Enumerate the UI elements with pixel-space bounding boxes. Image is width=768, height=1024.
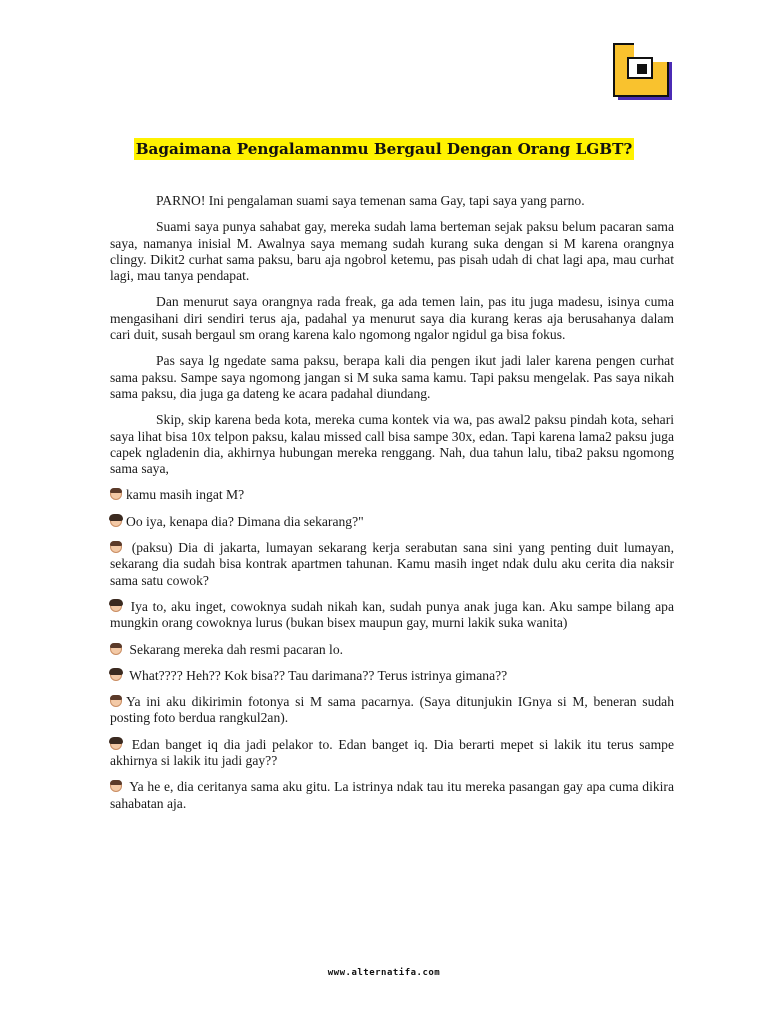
woman-face-icon — [110, 515, 122, 527]
dialogue-text: Sekarang mereka dah resmi pacaran lo. — [126, 641, 344, 657]
dialogue-line — [110, 642, 674, 658]
woman-face-icon — [110, 600, 122, 612]
paragraph: Dan menurut saya orangnya rada freak, ga ada temen lain, pas itu juga madesu, isinya cuma mengasihani diri sendiri terus aja, padahal ya menurut saya dia kurang keras aja berusahanya dalam cari duit, susah bergaul sm orang karena kalo ngomong ngalor ngidul ga bisa fokus. — [110, 294, 674, 343]
footer-url[interactable]: www.alternatifa.com — [327, 968, 441, 978]
dialogue-text: Ya ini aku dikirimin fotonya si M sama pacarnya. (Saya ditunjukin IGnya si M, beneran sudah posting foto berdua rangkul2an). — [110, 694, 674, 726]
dialogue-line — [110, 514, 674, 530]
man-face-icon — [110, 780, 122, 792]
woman-face-icon — [110, 738, 122, 750]
dialogue-line — [110, 779, 674, 812]
dialogue-line — [110, 599, 674, 632]
dialogue-text: Oo iya, kenapa dia? Dimana dia sekarang?" — [126, 513, 364, 529]
man-face-icon — [110, 541, 122, 553]
dialogue-line — [110, 737, 674, 770]
woman-face-icon — [110, 669, 122, 681]
dialogue-text: Ya he e, dia ceritanya sama aku gitu. La istrinya ndak tau itu mereka pasangan gay apa cuma dikira sahabatan aja. — [110, 779, 674, 811]
dialogue-line — [110, 694, 674, 727]
dialogue-line — [110, 668, 674, 684]
dialogue-text: Iya to, aku inget, cowoknya sudah nikah kan, sudah punya anak juga kan. Aku sampe bilang apa mungkin orang cowoknya lurus (bukan bisex maupun gay, murni lakik suka wanita) — [110, 598, 674, 631]
alternatifa-logo — [612, 42, 674, 102]
dialogue-text: What???? Heh?? Kok bisa?? Tau darimana?? Terus istrinya gimana?? — [126, 667, 508, 683]
dialogue-line — [110, 487, 674, 503]
dialogue-line — [110, 540, 674, 589]
man-face-icon — [110, 695, 122, 707]
paragraph: Pas saya lg ngedate sama paksu, berapa kali dia pengen ikut jadi laler karena pengen curhat sama paksu. Sampe saya ngomong jangan si M suka sama kamu. Tapi paksu mengelak. Pas saya nikah sama paksu, dia juga ga dateng ke acara padahal diundang. — [110, 353, 674, 401]
dialogue-text: (paksu) Dia di jakarta, lumayan sekarang kerja serabutan sana sini yang penting duit lumayan, sekarang dia sudah bisa kontrak apartmen tahunan. Kamu masih inget ndak dulu aku cerita dia naksir sama satu cowok? — [110, 540, 674, 588]
dialogue-text: kamu masih ingat M? — [126, 487, 245, 503]
paragraph: PARNO! Ini pengalaman suami saya temenan sama Gay, tapi saya yang parno. — [156, 193, 585, 208]
paragraph: Skip, skip karena beda kota, mereka cuma kontek via wa, pas awal2 paksu pindah kota, sehari saya lihat bisa 10x telpon paksu, kalau missed call bisa sampe 30x, edan. Tapi karena lama2 paksu juga capek ngladenin dia, akhirnya hubungan mereka renggang. Nah, dua tahun lalu, tiba2 paksu ngomong sama saya, — [110, 412, 674, 477]
paragraph: Suami saya punya sahabat gay, mereka sudah lama berteman sejak paksu belum pacaran sama saya, namanya inisial M. Awalnya saya memang sudah kurang suka dengan si M karena orangnya clingy. Dikit2 curhat sama paksu, baru aja ngobrol ketemu, pas pisah udah di chat lagi apa, mau curhat lagi, mau tanya pendapat. — [110, 219, 674, 284]
man-face-icon — [110, 643, 122, 655]
article-body — [110, 193, 674, 822]
page-title: Bagaimana Pengalamanmu Bergaul Dengan Orang LGBT? — [135, 140, 633, 158]
man-face-icon — [110, 488, 122, 500]
title-container — [0, 138, 768, 160]
dialogue-text: Edan banget iq dia jadi pelakor to. Edan banget iq. Dia berarti mepet si lakik itu terus sampe akhirnya si lakik itu jadi gay?? — [110, 736, 674, 769]
